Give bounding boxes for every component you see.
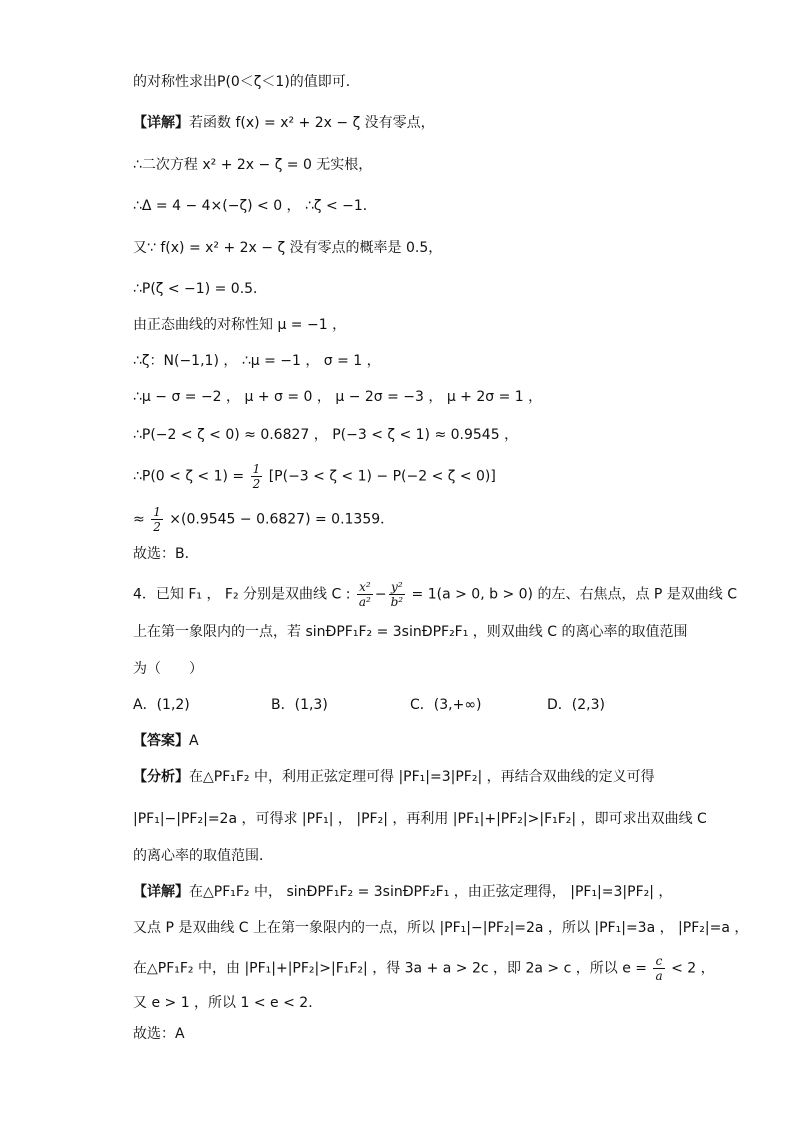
c-over-a-fraction (653, 954, 664, 983)
fraction-denominator: a (655, 969, 663, 983)
detail-tag-2: 【详解】 (133, 884, 189, 900)
line-8: ∴ζ：N(−1,1) ， ∴μ = −1 ， σ = 1 ， (133, 353, 381, 369)
analysis-line-1 (133, 767, 655, 787)
line-11-post: [P(−3 < ζ < 1) − P(−2 < ζ < 0)] (268, 468, 496, 485)
detail-tag: 【详解】 (133, 115, 189, 131)
line-12 (133, 505, 394, 534)
line-7: 由正态曲线的对称性知 μ = −1 ， (133, 317, 347, 333)
fraction-numerator: y² (389, 580, 406, 595)
answer-tag: 【答案】 (133, 733, 189, 749)
line-4: ∴Δ = 4 − 4×(−ζ) < 0 ， ∴ζ < −1． (133, 198, 377, 214)
question-4-line-3: 为（ ） (133, 661, 203, 677)
answer-value: A (189, 733, 199, 749)
analysis-line-3: 的离心率的取值范围． (133, 848, 273, 864)
line-2 (133, 113, 435, 133)
detail-line-4: 又 e > 1 ，所以 1 < e < 2． (133, 995, 323, 1011)
q4-text-a: 4．已知 F₁ ， F₂ 分别是双曲线 C : (133, 586, 351, 603)
detail-line-3 (133, 954, 715, 983)
detail-3-pre: 在△PF₁F₂ 中，由 |PF₁|+|PF₂|>|F₁F₂| ，得 3a + a > 2c ，即 2a > c ，所以 e = (133, 960, 647, 977)
q4-text-b: = 1(a > 0, b > 0) 的左、右焦点，点 P 是双曲线 C (411, 586, 738, 603)
analysis-line-2: |PF₁|−|PF₂|=2a ，可得求 |PF₁| ， |PF₂| ，再利用 |PF₁|+|PF₂|>|F₁F₂| ，即可求出双曲线 C (133, 811, 707, 827)
option-b: B．(1,3) (271, 697, 328, 713)
question-4-line-1 (133, 580, 737, 609)
x-squared-fraction (357, 580, 373, 609)
fraction-denominator: b² (390, 595, 404, 609)
line-10: ∴P(−2 < ζ < 0) ≈ 0.6827 ， P(−3 < ζ < 1) ≈ 0.9545 ， (133, 427, 519, 443)
line-1: 的对称性求出P(0＜ζ＜1)的值即可． (133, 74, 360, 90)
line-12-post: ×(0.9545 − 0.6827) = 0.1359． (169, 511, 395, 528)
detail-line-5: 故选：A (133, 1026, 185, 1042)
line-13: 故选：B． (133, 546, 199, 562)
detail-line-1 (133, 882, 672, 902)
minus-sign: − (374, 586, 387, 603)
line-12-pre: ≈ (133, 511, 145, 528)
half-fraction (151, 505, 163, 534)
fraction-denominator: a² (358, 595, 371, 609)
fraction-denominator: 2 (153, 520, 161, 534)
y-squared-fraction (389, 580, 406, 609)
line-5: 又∵ f(x) = x² + 2x − ζ 没有零点的概率是 0.5， (133, 240, 443, 256)
fraction-numerator: 1 (153, 505, 161, 519)
option-c: C．(3,+∞) (410, 697, 482, 713)
line-11 (133, 462, 496, 491)
fraction-denominator: 2 (252, 477, 261, 491)
option-a: A．(1,2) (133, 697, 190, 713)
analysis-tag: 【分析】 (133, 769, 189, 785)
fraction-numerator: 1 (252, 462, 261, 476)
line-11-pre: ∴P(0 < ζ < 1) = (133, 468, 245, 485)
line-3: ∴二次方程 x² + 2x − ζ = 0 无实根， (133, 157, 373, 173)
half-fraction (251, 462, 263, 491)
fraction-numerator: c (653, 954, 664, 969)
option-d: D．(2,3) (547, 697, 605, 713)
line-2-text: 若函数 f(x) = x² + 2x − ζ 没有零点， (189, 115, 435, 131)
line-6: ∴P(ζ < −1) = 0.5． (133, 281, 268, 297)
fraction-numerator: x² (357, 580, 373, 595)
detail-3-post: < 2 ， (671, 960, 715, 977)
answer-line (133, 731, 199, 751)
line-9: ∴μ − σ = −2 ， μ + σ = 0 ， μ − 2σ = −3 ， μ + 2σ = 1 ， (133, 389, 543, 405)
detail-text-1: 在△PF₁F₂ 中， sinÐPF₁F₂ = 3sinÐPF₂F₁ ，由正弦定理得， |PF₁|=3|PF₂| ， (189, 884, 673, 900)
question-4-line-2: 上在第一象限内的一点，若 sinÐPF₁F₂ = 3sinÐPF₂F₁ ，则双曲线 C 的离心率的取值范围 (133, 624, 688, 640)
detail-line-2: 又点 P 是双曲线 C 上在第一象限内的一点，所以 |PF₁|−|PF₂|=2a ，所以 |PF₁|=3a ， |PF₂|=a ， (133, 920, 749, 936)
analysis-text-1: 在△PF₁F₂ 中，利用正弦定理可得 |PF₁|=3|PF₂| ，再结合双曲线的定义可得 (189, 769, 655, 785)
